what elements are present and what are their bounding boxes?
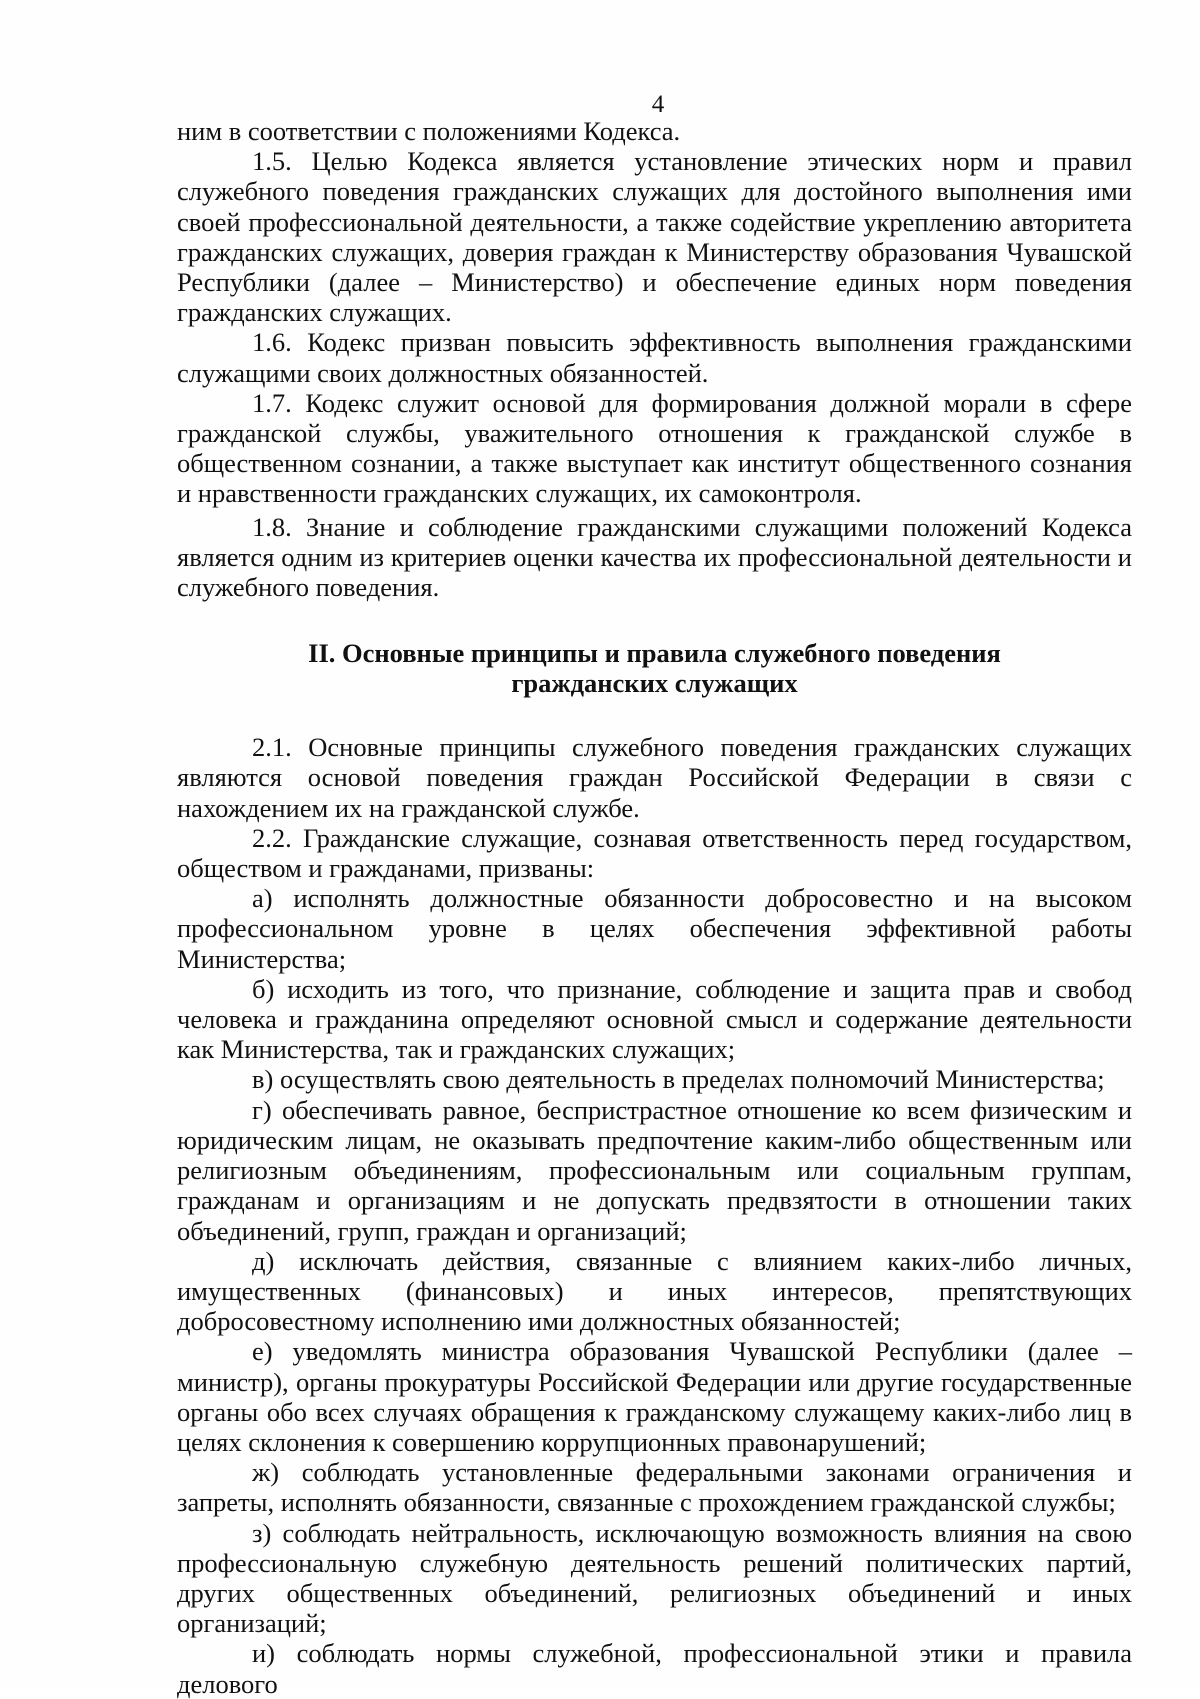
paragraph-1-7: 1.7. Кодекс служит основой для формирования должной морали в сфере гражданской службы, уважительного отношения к гражданской службе в общественном сознании, а также выступает как институт общественного сознания и нравственности гражданских служащих, их самоконтроля.	[177, 387, 1132, 509]
paragraph-1-8: 1.8. Знание и соблюдение гражданскими служащими положений Кодекса является одним из критериев оценки качества их профессиональной деятельности и служебного поведения.	[177, 511, 1132, 603]
list-item-e: е) уведомлять министра образования Чувашской Республики (далее – министр), органы прокуратуры Российской Федерации или другие государственные органы обо всех случаях обращения к гражданскому служащему каких-либо лиц в целях склонения к совершению коррупционных правонарушений;	[177, 1336, 1132, 1457]
list-item-zh: ж) соблюдать установленные федеральными законами ограничения и запреты, исполнять обязанности, связанные с прохождением гражданской службы;	[177, 1457, 1132, 1518]
intro-continuation-text: ним в соответствии с положениями Кодекса.	[177, 116, 681, 146]
list-item-z: з) соблюдать нейтральность, исключающую возможность влияния на свою профессиональную служебную деятельность решений политических партий, других общественных объединений, религиозных объединений и иных организаций;	[177, 1517, 1132, 1639]
document-body	[177, 116, 1132, 1699]
section-ii-heading-line-2: гражданских служащих	[511, 668, 798, 699]
section-ii-heading-line-1: II. Основные принципы и правила служебного поведения	[308, 638, 1001, 669]
page-number: 4	[651, 91, 665, 118]
list-item-g: г) обеспечивать равное, беспристрастное отношение ко всем физическим и юридическим лицам, не оказывать предпочтение каким-либо общественным или религиозным объединениям, профессиональным или социальным группам, гражданам и организациям и не допускать предвзятости в отношении таких объединений, групп, граждан и организаций;	[177, 1094, 1132, 1246]
list-item-a: а) исполнять должностные обязанности добросовестно и на высоком профессиональном уровне в целях обеспечения эффективной работы Министерства;	[177, 883, 1132, 974]
paragraph-1-5: 1.5. Целью Кодекса является установление этических норм и правил служебного поведения гражданских служащих для достойного выполнения ими своей профессиональной деятельности, а также содействие укреплению авторитета гражданских служащих, доверия граждан к Министерству образования Чувашской Республики (далее – Министерство) и обеспечение единых норм поведения гражданских служащих.	[177, 146, 1132, 328]
paragraph-2-1: 2.1. Основные принципы служебного поведения гражданских служащих являются основой поведения граждан Российской Федерации в связи с нахождением их на гражданской службе.	[177, 732, 1132, 823]
list-item-v: в) осуществлять свою деятельность в пределах полномочий Министерства;	[252, 1064, 1105, 1095]
list-item-d: д) исключать действия, связанные с влиянием каких-либо личных, имущественных (финансовых) и иных интересов, препятствующих добросовестному исполнению ими должностных обязанностей;	[177, 1245, 1132, 1337]
section-ii-heading	[177, 638, 1132, 698]
list-item-i: и) соблюдать нормы служебной, профессиональной этики и правила делового	[177, 1638, 1132, 1699]
paragraph-1-6: 1.6. Кодекс призван повысить эффективность выполнения гражданскими служащими своих должностных обязанностей.	[177, 327, 1132, 388]
paragraph-2-2: 2.2. Гражданские служащие, сознавая ответственность перед государством, обществом и гражданами, призваны:	[177, 822, 1132, 884]
list-item-b: б) исходить из того, что признание, соблюдение и защита прав и свобод человека и гражданина определяют основной смысл и содержание деятельности как Министерства, так и гражданских служащих;	[177, 973, 1132, 1065]
